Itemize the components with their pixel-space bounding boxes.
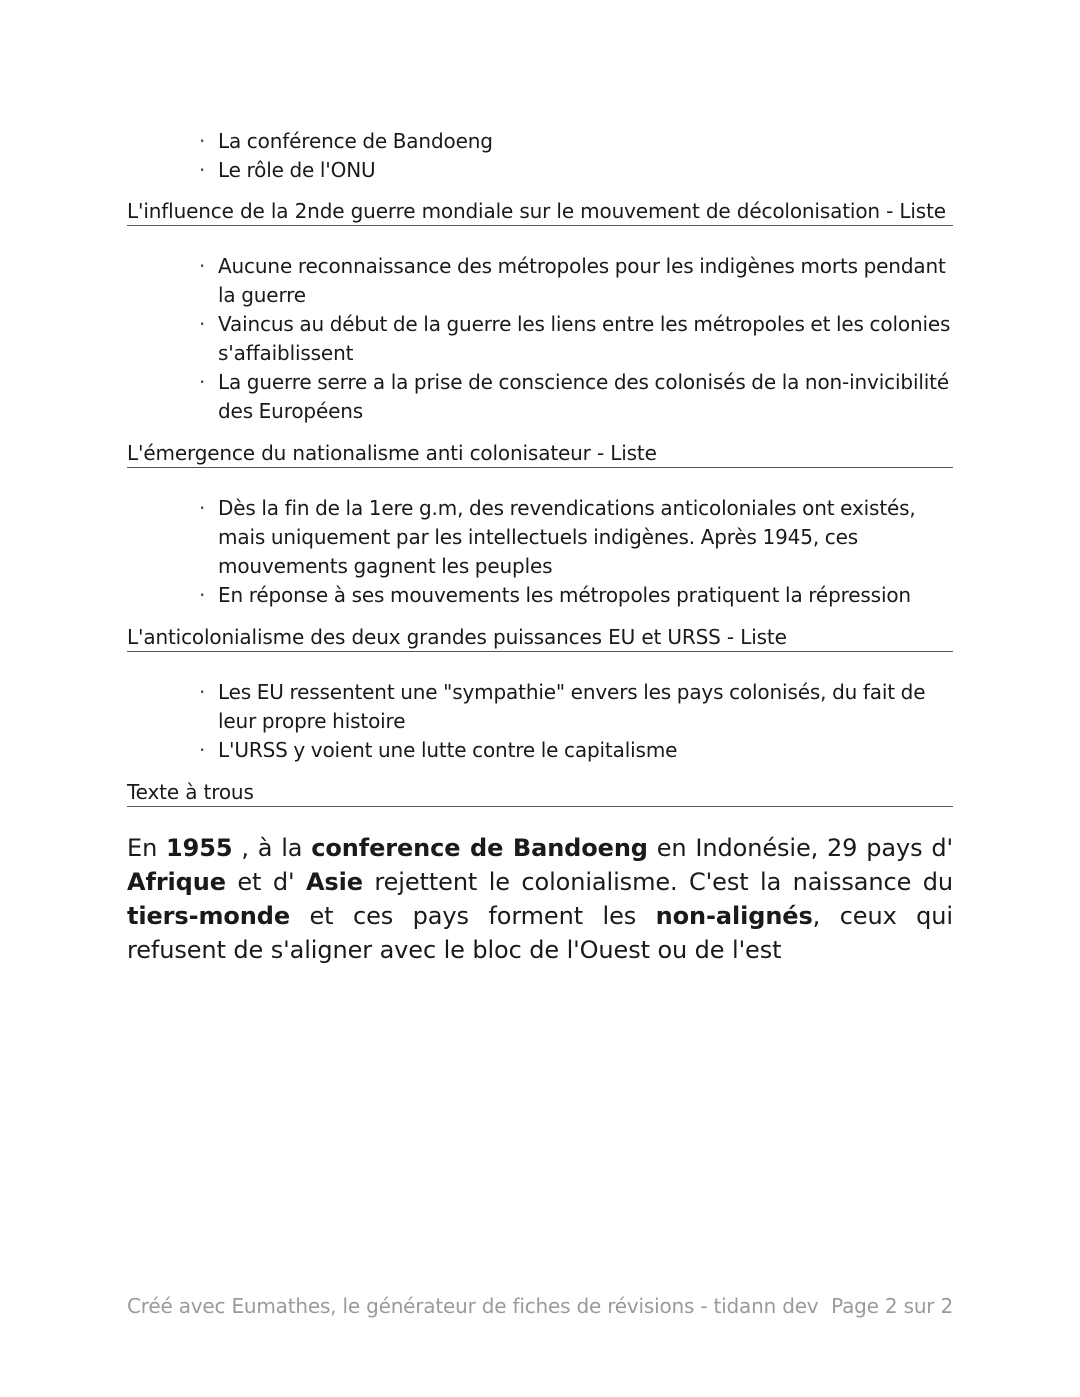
bullet-icon: · xyxy=(199,680,206,704)
answer-conference: conference de Bandoeng xyxy=(311,834,648,862)
bullet-icon: · xyxy=(199,496,206,520)
list-item: · Dès la fin de la 1ere g.m, des revendications anticoloniales ont existés, mais uniquement par les intellectuels indigènes. Après 1945, ces mouvements gagnent les peuples xyxy=(199,496,916,578)
bullet-icon: · xyxy=(199,254,206,278)
answer-africa: Afrique xyxy=(127,868,226,896)
bullet-icon: · xyxy=(199,158,206,182)
section-title-fill-text: Texte à trous xyxy=(127,779,953,807)
list-item: · L'URSS y voient une lutte contre le capitalisme xyxy=(199,736,953,765)
list-item: · En réponse à ses mouvements les métropoles pratiquent la répression xyxy=(199,581,953,610)
section-list-superpowers xyxy=(127,678,953,765)
section-list-ww2-influence xyxy=(127,252,953,426)
section-list-nationalism xyxy=(127,494,953,610)
bullet-icon: · xyxy=(199,583,206,607)
fill-text-paragraph: En 1955 , à la conference de Bandoeng en Indonésie, 29 pays d' Afrique et d' Asie rejettent le colonialisme. C'est la naissance du tiers-monde et ces pays forment les non-alignés, ceux qui refusent de s'aligner avec le bloc de l'Ouest ou de l'est xyxy=(127,834,953,964)
section-title-superpowers: L'anticolonialisme des deux grandes puissances EU et URSS - Liste xyxy=(127,624,953,652)
section-title-ww2-influence: L'influence de la 2nde guerre mondiale sur le mouvement de décolonisation - Liste xyxy=(127,198,953,226)
bullet-icon: · xyxy=(199,370,206,394)
bullet-icon: · xyxy=(199,312,206,336)
footer-credit: Créé avec Eumathes, le générateur de fiches de révisions - tidann dev xyxy=(127,1294,819,1318)
page-number: Page 2 sur 2 xyxy=(831,1294,953,1318)
page-footer xyxy=(127,1294,953,1318)
list-item: · Vaincus au début de la guerre les liens entre les métropoles et les colonies s'affaiblissent xyxy=(199,312,951,365)
answer-third-world: tiers-monde xyxy=(127,902,290,930)
answer-year: 1955 xyxy=(166,834,233,862)
list-item: · Les EU ressentent une "sympathie" envers les pays colonisés, du fait de leur propre histoire xyxy=(199,680,926,733)
section-title-nationalism: L'émergence du nationalisme anti colonisateur - Liste xyxy=(127,440,953,468)
bullet-icon: · xyxy=(199,738,206,762)
bullet-icon: · xyxy=(199,129,206,153)
document-page xyxy=(127,0,953,967)
answer-non-aligned: non-alignés xyxy=(655,902,813,930)
list-item: · Aucune reconnaissance des métropoles pour les indigènes morts pendant la guerre xyxy=(199,254,946,307)
list-item: · Le rôle de l'ONU xyxy=(199,156,953,185)
list-item: · La guerre serre a la prise de conscience des colonisés de la non-invicibilité des Européens xyxy=(199,370,950,423)
top-bullet-list xyxy=(127,127,953,185)
list-item: · La conférence de Bandoeng xyxy=(199,127,953,156)
answer-asia: Asie xyxy=(305,868,363,896)
